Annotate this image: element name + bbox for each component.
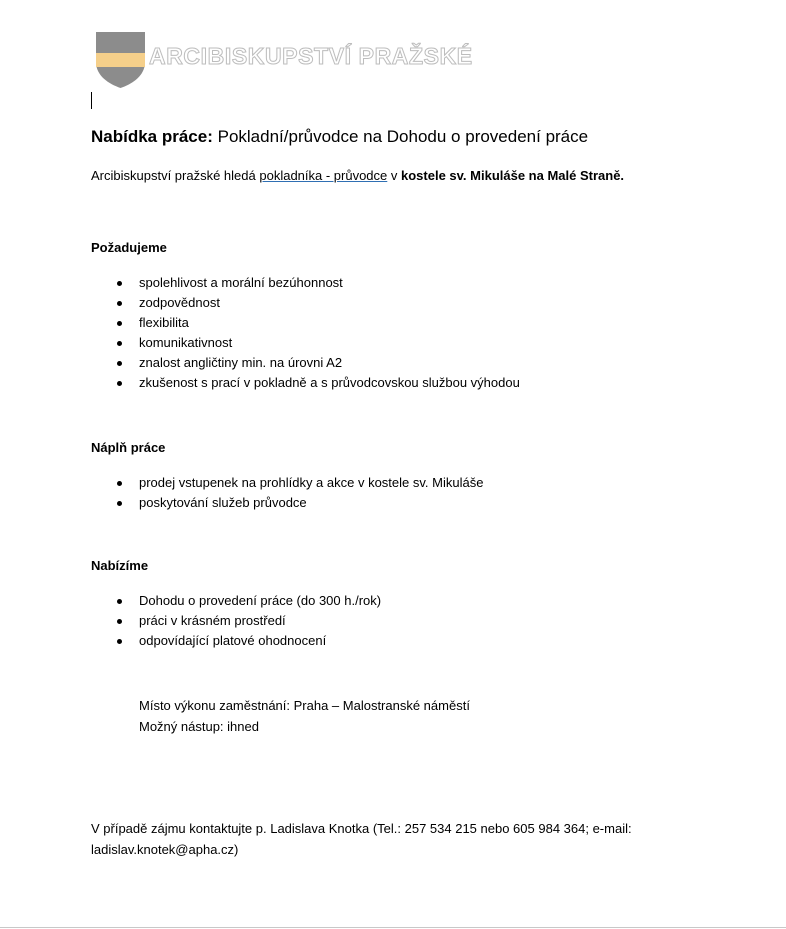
- page-title: [91, 126, 588, 148]
- bullet-icon: [117, 381, 122, 386]
- list-item: spolehlivost a morální bezúhonnost: [91, 273, 520, 293]
- bullet-icon: [117, 361, 122, 366]
- title-lead: Nabídka práce:: [91, 127, 213, 146]
- contact-paragraph: V případě zájmu kontaktujte p. Ladislava Knotka (Tel.: 257 534 215 nebo 605 984 364; e-mail: ladislav.knotek@apha.cz): [91, 821, 632, 857]
- list-item: komunikativnost: [91, 333, 520, 353]
- start-date: Možný nástup: ihned: [139, 719, 259, 734]
- list-item: odpovídající platové ohodnocení: [91, 631, 381, 651]
- bullet-icon: [117, 501, 122, 506]
- header-logo: [96, 32, 516, 88]
- bullet-icon: [117, 281, 122, 286]
- list-item: poskytování služeb průvodce: [91, 493, 483, 513]
- duties-title: Náplň práce: [91, 440, 166, 455]
- requirements-title: Požadujeme: [91, 240, 167, 255]
- work-location: Místo výkonu zaměstnání: Praha – Malostranské náměstí: [139, 698, 470, 713]
- list-item: zkušenost s prací v pokladně a s průvodcovskou službou výhodou: [91, 373, 520, 393]
- intro-text-1: Arcibiskupství pražské hledá: [91, 168, 260, 183]
- list-item: znalost angličtiny min. na úrovni A2: [91, 353, 520, 373]
- bullet-icon: [117, 619, 122, 624]
- text-cursor: [91, 92, 92, 109]
- list-item: zodpovědnost: [91, 293, 520, 313]
- duties-list: [91, 473, 483, 513]
- list-item: flexibilita: [91, 313, 520, 333]
- list-item: prodej vstupenek na prohlídky a akce v kostele sv. Mikuláše: [91, 473, 483, 493]
- title-rest: Pokladní/průvodce na Dohodu o provedení práce: [212, 127, 589, 146]
- list-item: práci v krásném prostředí: [91, 611, 381, 631]
- bullet-icon: [117, 639, 122, 644]
- logo-text: ARCIBISKUPSTVÍ PRAŽSKÉ: [149, 43, 473, 69]
- offer-title: Nabízíme: [91, 558, 149, 573]
- intro-paragraph: [91, 166, 624, 186]
- bullet-icon: [117, 599, 122, 604]
- bullet-icon: [117, 481, 122, 486]
- page-bottom-border: [0, 927, 786, 928]
- intro-text-2: v: [387, 168, 402, 183]
- intro-location: kostele sv. Mikuláše na Malé Straně.: [401, 168, 625, 183]
- intro-position-link: pokladníka - průvodce: [259, 168, 388, 183]
- offer-list: [91, 591, 381, 651]
- requirements-list: [91, 273, 520, 393]
- list-item: Dohodu o provedení práce (do 300 h./rok): [91, 591, 381, 611]
- bullet-icon: [117, 341, 122, 346]
- bullet-icon: [117, 321, 122, 326]
- bullet-icon: [117, 301, 122, 306]
- shield-icon: [96, 32, 145, 88]
